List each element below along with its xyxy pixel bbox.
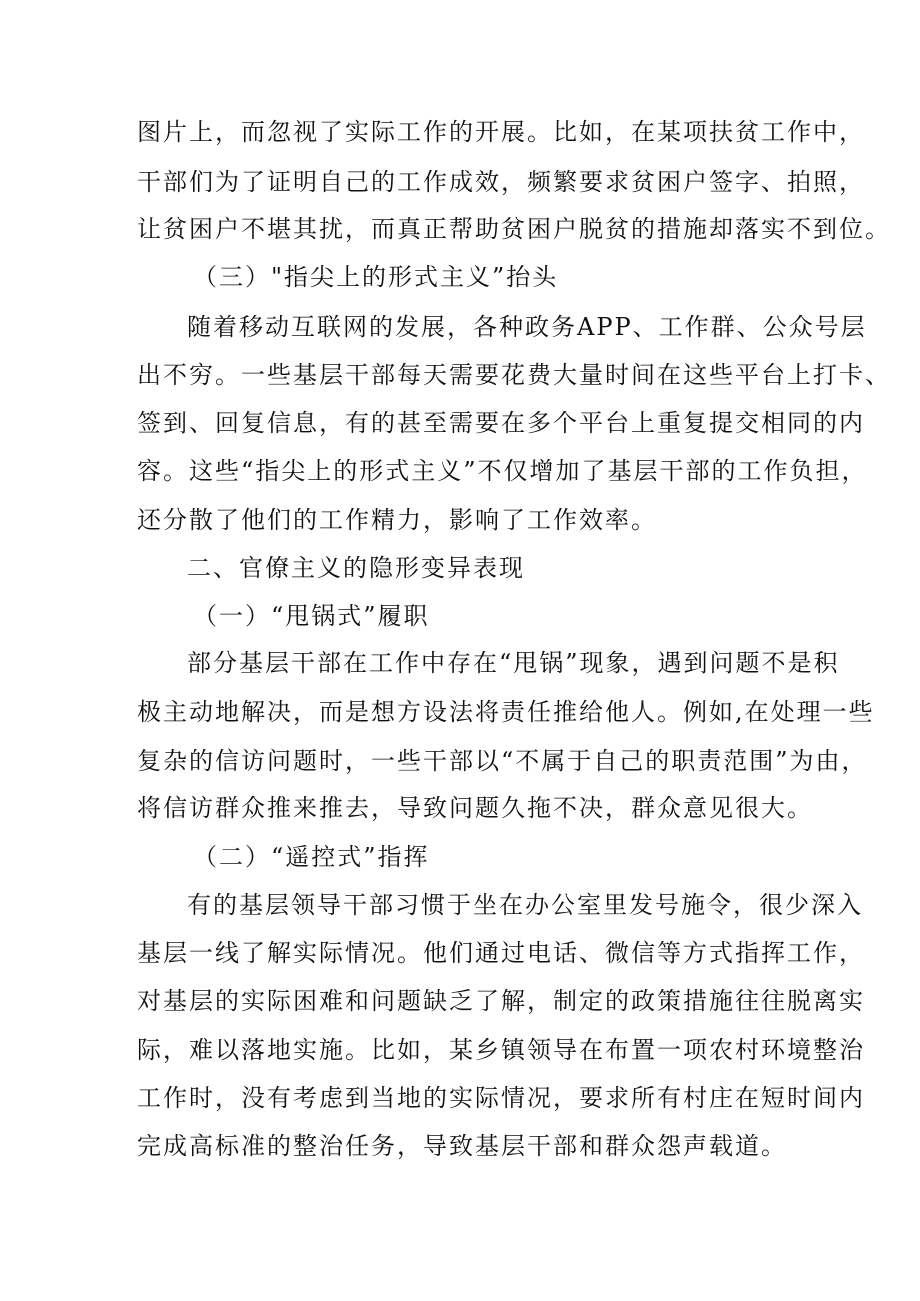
paragraph-line: 干部们为了证明自己的工作成效，频繁要求贫困户签字、拍照， [137,168,865,196]
paragraph-line: 让贫困户不堪其扰，而真正帮助贫困户脱贫的措施却落实不到位。 [137,215,891,243]
chapter-heading: 二、官僚主义的隐形变异表现 [187,554,525,582]
paragraph-line: 部分基层干部在工作中存在“甩锅”现象，遇到问题不是积 [187,649,840,677]
paragraph-line: 容。这些“指尖上的形式主义”不仅增加了基层干部的工作负担， [137,457,868,485]
paragraph-line: 随着移动互联网的发展，各种政务APP、工作群、公众号层 [187,313,867,341]
paragraph-line: 际，难以落地实施。比如，某乡镇领导在布置一项农村环境整治 [137,1036,865,1064]
paragraph-line: 签到、回复信息，有的甚至需要在多个平台上重复提交相同的内 [137,409,865,437]
paragraph-line: 有的基层领导干部习惯于坐在办公室里发号施令，很少深入 [187,891,863,919]
section-heading: （二）“遥控式”指挥 [193,843,430,871]
paragraph-line: 对基层的实际困难和问题缺乏了解，制定的政策措施往往脱离实 [137,987,865,1015]
paragraph-line: 还分散了他们的工作精力，影响了工作效率。 [137,506,657,534]
paragraph-line: 完成高标准的整治任务，导致基层干部和群众怨声载道。 [137,1132,787,1160]
paragraph-line: 基层一线了解实际情况。他们通过电话、微信等方式指挥工作， [137,939,865,967]
section-heading: （三）"指尖上的形式主义”抬头 [193,263,559,291]
section-heading: （一）“甩锅式”履职 [193,602,430,630]
paragraph-line: 将信访群众推来推去，导致问题久拖不决，群众意见很大。 [137,794,813,822]
paragraph-line: 复杂的信访问题时，一些干部以“不属于自己的职责范围”为由， [137,747,868,775]
paragraph-line: 出不穷。一些基层干部每天需要花费大量时间在这些平台上打卡、 [137,361,891,389]
paragraph-line: 工作时，没有考虑到当地的实际情况，要求所有村庄在短时间内 [137,1084,865,1112]
paragraph-line: 极主动地解决，而是想方设法将责任推给他人。例如,在处理一些 [137,698,875,726]
paragraph-line: 图片上，而忽视了实际工作的开展。比如，在某项扶贫工作中， [137,118,865,146]
